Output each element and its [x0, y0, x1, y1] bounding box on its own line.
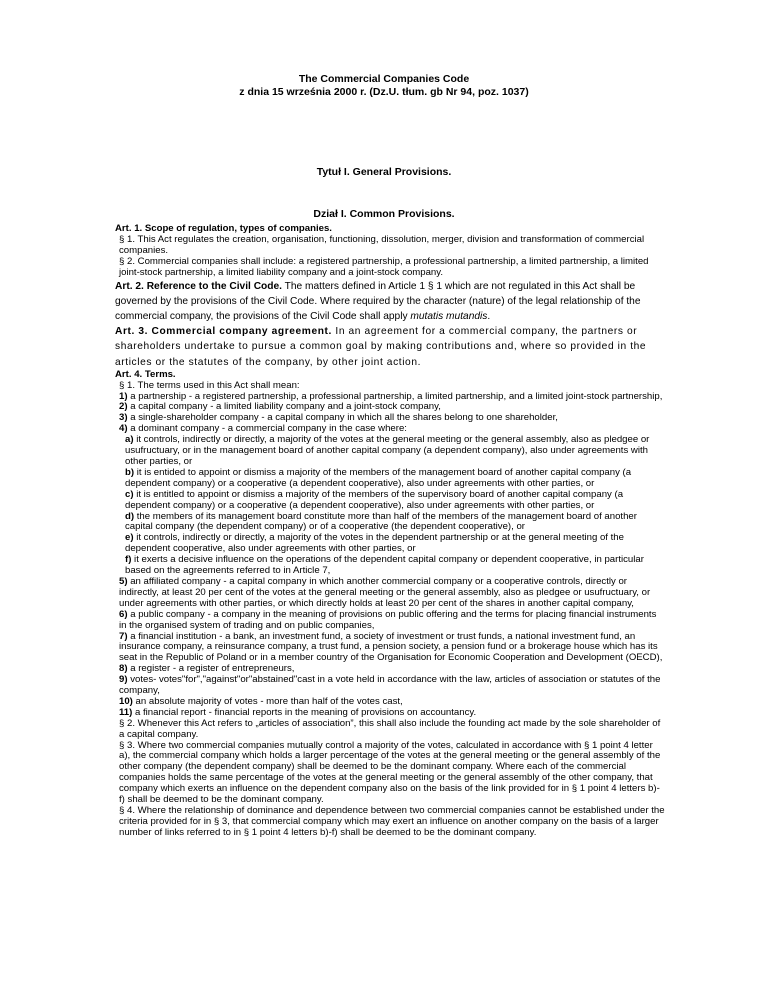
- sub-item-text: it is entided to appoint or dismiss a majority of the members of the management board of another capital company (a dependent company) or a cooperative (a dependent cooperative), also under agreements with other parties, or: [125, 466, 632, 489]
- document-subtitle: z dnia 15 września 2000 r. (Dz.U. tłum. gb Nr 94, poz. 1037): [239, 86, 529, 98]
- list-item: [115, 632, 665, 665]
- item-text: votes- votes"for","against"or"abstained"cast in a vote held in accordance with the law, articles of association or statutes of the company,: [119, 674, 661, 697]
- document-title: The Commercial Companies Code: [298, 73, 470, 85]
- item-text: a public company - a company in the meaning of provisions on public offering and the terms for placing financial instruments in the organised system of trading and on public companies,: [119, 608, 657, 631]
- item-number: 2): [119, 401, 128, 413]
- list-item: [115, 577, 665, 610]
- item-number: 7): [119, 630, 128, 642]
- list-item: [115, 610, 665, 632]
- sub-list-item: [115, 512, 665, 534]
- art4-heading: Art. 4. Terms.: [115, 368, 176, 380]
- item-number: 4): [119, 423, 128, 435]
- item-number: 9): [119, 674, 128, 686]
- art3-paragraph: [115, 324, 665, 370]
- sub-item-letter: a): [125, 434, 134, 446]
- sub-list-item: [115, 533, 665, 555]
- sub-item-text: the members of its management board constitute more than half of the members of the management board of another capital company (the dependent company) or of a cooperative (the dependent cooperative), or: [125, 510, 637, 533]
- item-number: 10): [119, 695, 133, 707]
- title-heading: Tytuł I. General Provisions.: [316, 166, 452, 178]
- art1-heading: Art. 1. Scope of regulation, types of companies.: [115, 223, 332, 234]
- art4-intro: § 1. The terms used in this Act shall mean:: [119, 379, 300, 391]
- item-text: a partnership - a registered partnership, a professional partnership, a limited partnership, and a limited joint-stock partnership,: [127, 390, 663, 402]
- sub-list-item: [115, 435, 665, 468]
- art4-paragraph-3: § 3. Where two commercial companies mutually control a majority of the votes, calculated in accordance with § 1 point 4 letter a), the commercial company which holds a larger percentage of the votes at the general meeting or the general assembly of the other company (the dependent company) shall be deemed to be the dominant company. Where each of the commercial companies holds the same percentage of the votes at the general meeting or the general assembly of the other company, that company which exerts an influence on the dependent company also on the basis of the link provided for in § 1 point 4 letters b)-f) shall be deemed to be the dominant company.: [119, 739, 661, 806]
- item-number: 1): [119, 390, 128, 402]
- sub-list-item: [115, 490, 665, 512]
- item-text: a dominant company - a commercial company in the case where:: [127, 423, 407, 435]
- section-heading: Dział I. Common Provisions.: [313, 208, 455, 220]
- sub-item-text: it is entitled to appoint or dismiss a majority of the members of the supervisory board of another capital company (a dependent company) or a cooperative (a dependent cooperative), also under agreements with other parties, or: [125, 488, 624, 511]
- list-item: [115, 675, 665, 697]
- art2-paragraph: [115, 279, 665, 325]
- sub-item-text: it controls, indirectly or directly, a majority of the votes at the general meeting or the general assembly, also as pledgee or usufructuary, or in the management board of another capital company (a dependent company), also under agreements with other parties, or: [125, 434, 650, 467]
- sub-list-item: [115, 555, 665, 577]
- sub-item-text: it exerts a decisive influence on the operations of the dependent capital company or dependent cooperative, in particular based on the agreements referred to in Article 7,: [125, 554, 644, 577]
- item-number: 6): [119, 608, 128, 620]
- art4-paragraph-4: § 4. Where the relationship of dominance and dependence between two commercial companies cannot be established under the criteria provided for in § 3, that commercial company which may exert an influence on another company on the basis of a larger number of links referred to in § 1 point 4 letters b)-f) shall be deemed to be the dominant company.: [119, 805, 665, 838]
- item-text: an absolute majority of votes - more than half of the votes cast,: [132, 695, 403, 707]
- art3-heading: Art. 3. Commercial company agreement.: [115, 326, 332, 338]
- item-number: 5): [119, 575, 128, 587]
- item-text: a single-shareholder company - a capital company in which all the shares belong to one shareholder,: [127, 412, 558, 424]
- item-text: a financial report - financial reports in the meaning of provisions on accountancy.: [132, 706, 477, 718]
- sub-item-letter: b): [125, 466, 135, 478]
- document-body: [115, 224, 665, 839]
- art2-text: The matters defined in Article 1 § 1 which are not regulated in this Act shall be governed by the provisions of the Civil Code. Where required by the character (nature) of the legal relationship of the commercial company, the provisions of the Civil Code shall apply: [115, 280, 641, 322]
- item-text: a capital company - a limited liability company and a joint-stock company,: [127, 401, 441, 413]
- sub-item-letter: c): [125, 488, 134, 500]
- sub-item-text: it controls, indirectly or directly, a majority of the votes in the dependent partnership or at the general meeting of the dependent cooperative, also under agreements with other parties, or: [125, 532, 624, 555]
- sub-item-letter: d): [125, 510, 135, 522]
- sub-list-item: [115, 468, 665, 490]
- item-number: 8): [119, 663, 128, 675]
- art2-end: .: [487, 310, 491, 322]
- item-text: a register - a register of entrepreneurs,: [127, 663, 295, 675]
- art2-heading: Art. 2. Reference to the Civil Code.: [115, 280, 282, 292]
- sub-item-letter: f): [125, 554, 132, 566]
- art2-italic: mutatis mutandis: [410, 310, 488, 322]
- item-text: an affiliated company - a capital company in which another commercial company or a cooperative controls, directly or indirectly, at least 20 per cent of the votes at the general meeting or the general assembly, also as pledgee or usufructuary, or under agreements with other parties, or which directly holds at least 20 per cent of the shares in another capital company,: [119, 575, 651, 609]
- item-number: 3): [119, 412, 128, 424]
- art3-text: In an agreement for a commercial company, the partners or shareholders undertake to pursue a common goal by making contributions and, where so provided in the articles or the statutes of the company, by other joint action.: [115, 326, 647, 368]
- item-text: a financial institution - a bank, an investment fund, a society of investment or trust funds, a national investment fund, an insurance company, a reinsurance company, a trust fund, a pension society, a pension fund or a brokerage house which has its seat in the Republic of Poland or in a member country of the Organisation for Economic Cooperation and Development (OECD),: [119, 630, 663, 664]
- art4-paragraph-2: § 2. Whenever this Act refers to „articles of association”, this shall also include the founding act made by the sole shareholder of a capital company.: [119, 717, 661, 740]
- art1-paragraph-1: § 1. This Act regulates the creation, organisation, functioning, dissolution, merger, division and transformation of commercial companies.: [119, 233, 645, 256]
- art1-paragraph-2: § 2. Commercial companies shall include: a registered partnership, a professional partnership, a limited partnership, a limited joint-stock partnership, a limited liability company and a joint-stock company.: [119, 255, 649, 278]
- item-number: 11): [119, 706, 133, 718]
- sub-item-letter: e): [125, 532, 134, 544]
